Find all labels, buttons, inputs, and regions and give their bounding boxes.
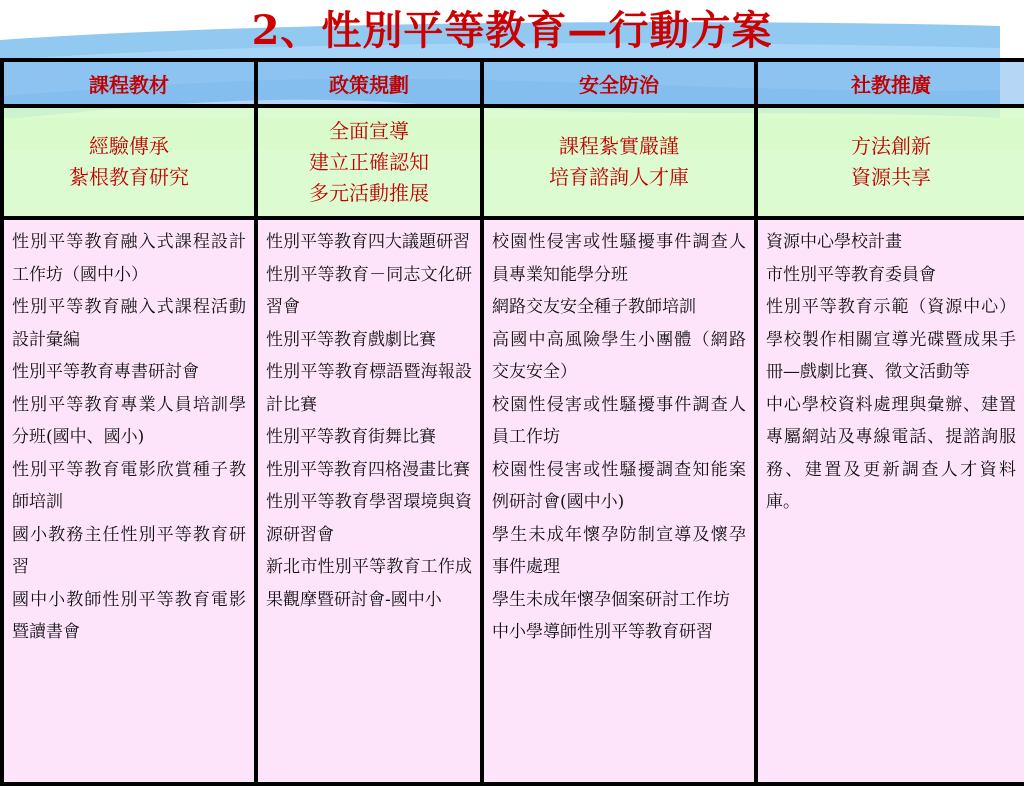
- subheader-curriculum: [2, 106, 256, 218]
- subheader-line: 全面宣導: [329, 118, 409, 143]
- list-item: 國小教務主任性別平等教育研習: [12, 524, 246, 577]
- list-item: 市性別平等教育委員會: [766, 264, 936, 285]
- list-item: 性別平等教育四大議題研習: [266, 232, 470, 252]
- subheader-line: 培育諮詢人才庫: [549, 165, 689, 189]
- subheader-line: 資源共享: [851, 165, 931, 189]
- list-item: 性別平等教育標語暨海報設計比賽: [266, 362, 472, 415]
- list-item: 中小學導師性別平等教育研習: [492, 622, 713, 642]
- list-item: 性別平等教育融入式課程設計工作坊（國中小）: [12, 232, 246, 285]
- content-row: [2, 218, 1024, 784]
- column-header-outreach: 社教推廣: [756, 60, 1024, 106]
- list-item: 性別平等教育專業人員培訓學分班(國中、國小): [12, 394, 246, 447]
- subheader-line: 經驗傳承: [89, 134, 169, 158]
- list-item: 性別平等教育戲劇比賽: [266, 329, 436, 350]
- column-header-curriculum: 課程教材: [2, 60, 256, 106]
- subheader-line: 方法創新: [851, 134, 931, 158]
- content-curriculum: [2, 218, 256, 784]
- list-item: 校園性侵害或性騷擾調查知能案例研討會(國中小): [492, 459, 746, 512]
- list-item: 性別平等教育街舞比賽: [266, 427, 436, 447]
- list-item: 校園性侵害或性騷擾事件調查人員專業知能學分班: [492, 232, 746, 285]
- list-item: 性別平等教育電影欣賞種子教師培訓: [12, 459, 246, 512]
- page-title: 2、性別平等教育—行動方案: [251, 7, 773, 54]
- subheader-line: 多元活動推展: [309, 180, 429, 205]
- list-item: 性別平等教育專書研討會: [12, 362, 199, 382]
- list-item: 性別平等教育融入式課程活動設計彙編: [12, 297, 246, 350]
- list-item: 性別平等教育示範（資源中心）學校製作相關宣導光碟暨成果手冊—戲劇比賽、徵文活動等: [766, 297, 1016, 382]
- content-outreach: [756, 218, 1024, 784]
- subheader-safety: [482, 106, 756, 218]
- list-item: 網路交友安全種子教師培訓: [492, 297, 696, 317]
- subheader-line: 課程紮實嚴謹: [559, 134, 679, 158]
- list-item: 學生未成年懷孕防制宣導及懷孕事件處理: [492, 524, 746, 577]
- subheader-outreach: [756, 106, 1024, 218]
- list-item: 國中小教師性別平等教育電影暨讀書會: [12, 589, 246, 642]
- column-header-policy: 政策規劃: [256, 60, 482, 106]
- subheader-row: [2, 106, 1024, 218]
- header-row: [2, 60, 1024, 106]
- subheader-line: 建立正確認知: [309, 149, 429, 174]
- list-item: 資源中心學校計畫: [766, 232, 902, 252]
- list-item: 學生未成年懷孕個案研討工作坊: [492, 589, 730, 610]
- column-header-safety: 安全防治: [482, 60, 756, 106]
- list-item: 中心學校資料處理與彙辦、建置專屬網站及專線電話、提諮詢服務、建置及更新調查人才資料庫。: [766, 394, 1016, 512]
- list-item: 校園性侵害或性騷擾事件調查人員工作坊: [492, 394, 746, 447]
- content-safety: [482, 218, 756, 784]
- list-item: 性別平等教育學習環境與資源研習會: [266, 492, 472, 545]
- subheader-line: 紮根教育研究: [69, 165, 189, 189]
- list-item: 性別平等教育四格漫畫比賽: [266, 459, 470, 480]
- list-item: 性別平等教育－同志文化研習會: [266, 264, 472, 317]
- subheader-policy: [256, 106, 482, 218]
- list-item: 高國中高風險學生小團體（網路交友安全）: [492, 329, 746, 382]
- content-policy: [256, 218, 482, 784]
- list-item: 新北市性別平等教育工作成果觀摩暨研討會-國中小: [266, 557, 472, 610]
- action-plan-table: [0, 58, 1024, 768]
